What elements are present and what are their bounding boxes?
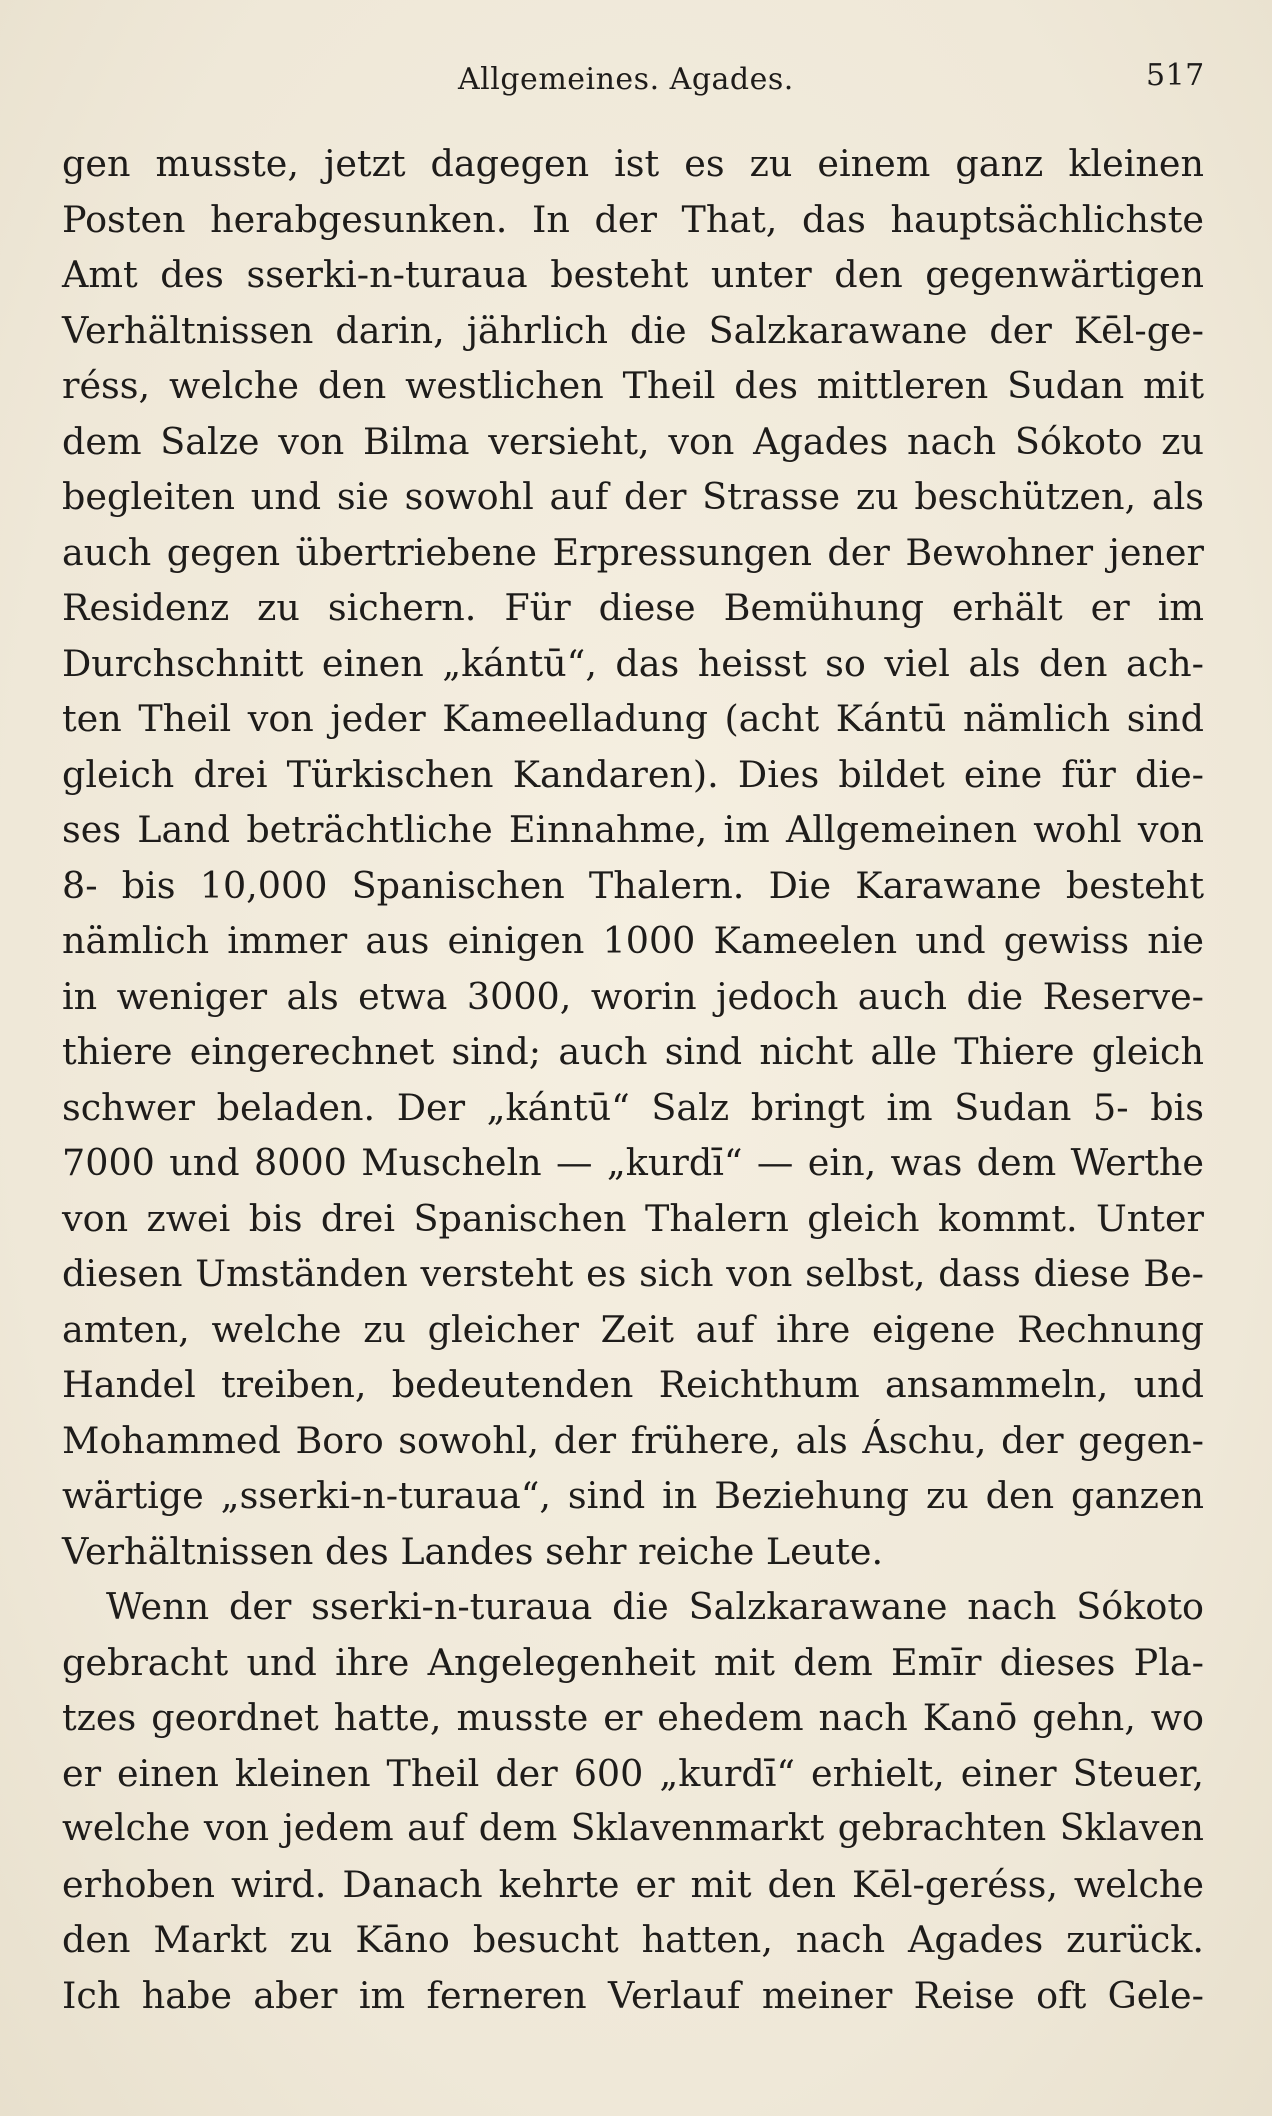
text-line: Posten herabgesunken. In der That, das hauptsächlichste [62,197,1204,241]
text-line: Durchschnitt einen „kántū“, das heisst so viel als den ach- [62,641,1204,685]
text-line: auch gegen übertriebene Erpressungen der Bewohner jener [62,530,1204,574]
running-header [0,58,1272,102]
text-line: erhoben wird. Danach kehrte er mit den Kēl-geréss, welche [62,1862,1204,1906]
text-line: wärtige „sserki-n-turaua“, sind in Beziehung zu den ganzen [62,1474,1204,1517]
text-line: den Markt zu Kāno besucht hatten, nach Agades zurück. [62,1918,1204,1961]
text-line: Handel treiben, bedeutenden Reichthum ansammeln, und [62,1363,1204,1406]
paragraph [62,1579,1204,2023]
text-line: réss, welche den westlichen Theil des mittleren Sudan mit [62,364,1204,407]
text-line: thiere eingerechnet sind; auch sind nicht alle Thiere gleich [62,1030,1204,1073]
text-line: Mohammed Boro sowohl, der frühere, als Áschu, der gegen- [62,1418,1204,1462]
body-text [62,136,1204,2023]
text-line: 7000 und 8000 Muscheln — „kurdī“ — ein, was dem Werthe [62,1141,1204,1184]
text-line: nämlich immer aus einigen 1000 Kameelen und gewiss nie [62,919,1204,962]
text-line: gen musste, jetzt dagegen ist es zu einem ganz kleinen [62,142,1204,185]
text-line: gebracht und ihre Angelegenheit mit dem Emīr dieses Pla- [62,1640,1204,1684]
text-line: ses Land beträchtliche Einnahme, im Allgemeinen wohl von [62,808,1204,851]
text-line: amten, welche zu gleicher Zeit auf ihre eigene Rechnung [62,1307,1204,1351]
running-title: Allgemeines. Agades. [458,62,794,97]
text-line: von zwei bis drei Spanischen Thalern gleich kommt. Unter [62,1196,1204,1240]
text-line: Ich habe aber im ferneren Verlauf meiner Reise oft Gele- [62,1973,1204,2017]
text-line: welche von jedem auf dem Sklavenmarkt gebrachten Sklaven [62,1808,1204,1849]
text-line: dem Salze von Bilma versieht, von Agades nach Sókoto zu [62,419,1204,463]
text-line: diesen Umständen versteht es sich von selbst, dass diese Be- [62,1252,1204,1295]
text-line: tzes geordnet hatte, musste er ehedem nach Kanō gehn, wo [62,1696,1204,1739]
text-line: Verhältnissen des Landes sehr reiche Leute. [62,1529,884,1573]
text-line: Verhältnissen darin, jährlich die Salzkarawane der Kēl-ge- [62,308,1204,352]
page-number: 517 [1146,58,1205,93]
text-line: Wenn der sserki-n-turaua die Salzkarawane nach Sókoto [106,1585,1204,1628]
text-line: er einen kleinen Theil der 600 „kurdī“ erhielt, einer Steuer, [62,1751,1204,1795]
text-line: 8- bis 10,000 Spanischen Thalern. Die Karawane besteht [62,863,1204,907]
text-line: in weniger als etwa 3000, worin jedoch auch die Reserve- [62,974,1204,1018]
text-line: ten Theil von jeder Kameelladung (acht Kántū nämlich sind [62,697,1204,740]
text-line: gleich drei Türkischen Kandaren). Dies bildet eine für die- [62,752,1204,796]
text-line: Residenz zu sichern. Für diese Bemühung erhält er im [62,586,1204,629]
paragraph [62,136,1204,1579]
text-line: schwer beladen. Der „kántū“ Salz bringt im Sudan 5- bis [62,1085,1204,1129]
text-line: Amt des sserki-n-turaua besteht unter den gegenwärtigen [62,253,1204,296]
text-line: begleiten und sie sowohl auf der Strasse zu beschützen, als [62,475,1204,518]
